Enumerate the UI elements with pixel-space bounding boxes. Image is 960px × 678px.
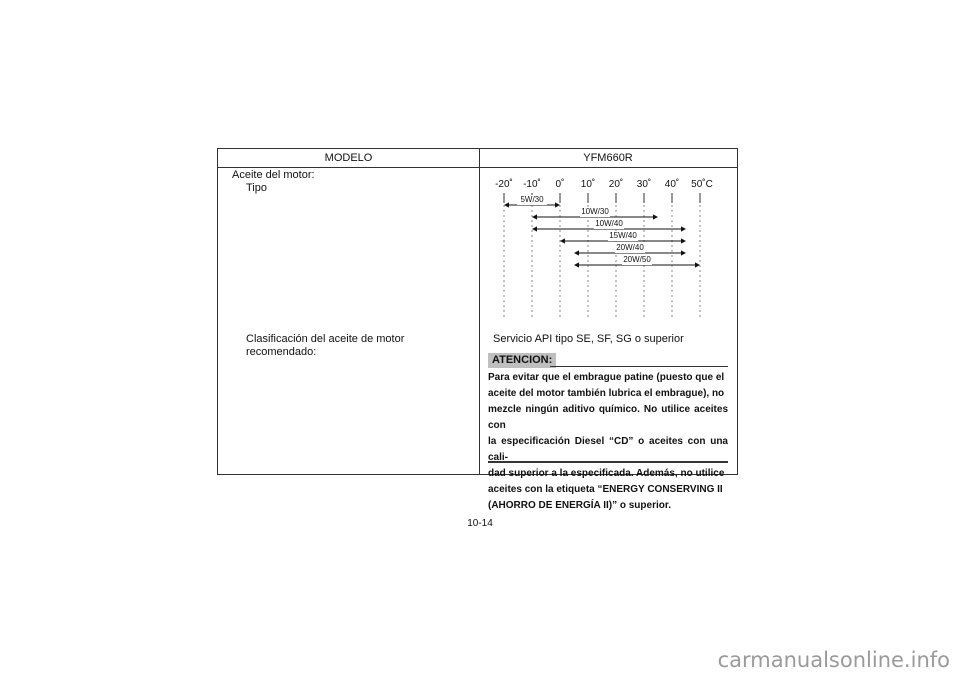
caution-top-rule (550, 366, 728, 367)
tick-label: -20˚ (495, 179, 513, 190)
viscosity-chart (488, 177, 713, 322)
range-arrow-left (560, 238, 565, 243)
oil-class-label-line2: recomendado: (246, 346, 317, 358)
range-arrow-right (555, 202, 560, 207)
range-arrow-right (653, 214, 658, 219)
table-header-row (218, 149, 737, 168)
tick-label: 10˚ (580, 179, 596, 190)
tick-label: 30˚ (636, 179, 652, 190)
range-label: 5W/30 (520, 195, 544, 204)
range-arrow-left (574, 250, 579, 255)
range-label: 20W/50 (623, 255, 651, 264)
caution-badge: ATENCION: (488, 353, 556, 368)
caution-bottom-rule (488, 461, 728, 463)
tick-label: 50˚C (691, 179, 713, 190)
caution-line: Para evitar que el embrague patine (puesto que el (488, 372, 725, 383)
tick-label: 20˚ (608, 179, 624, 190)
caution-line: aceites con la etiqueta “ENERGY CONSERVING II (488, 484, 723, 495)
tick-label: 40˚ (664, 179, 680, 190)
range-arrow-right (681, 238, 686, 243)
range-label: 10W/40 (595, 219, 623, 228)
api-service-text: Servicio API tipo SE, SF, SG o superior (493, 333, 684, 345)
range-label: 10W/30 (581, 207, 609, 216)
caution-line: mezcle ningún aditivo químico. No utilice aceites con (488, 404, 728, 431)
header-model-value: YFM660R (583, 152, 633, 164)
range-label: 20W/40 (616, 243, 644, 252)
page-number: 10-14 (467, 518, 493, 529)
viscosity-chart-svg (488, 177, 713, 322)
caution-line: la especificación Diesel “CD” o aceites con una cali- (488, 436, 728, 463)
range-label: 15W/40 (609, 231, 637, 240)
column-divider (479, 149, 480, 474)
range-arrow-left (504, 202, 509, 207)
oil-class-label-line1: Clasificación del aceite de motor (246, 333, 405, 345)
range-arrow-right (681, 250, 686, 255)
tick-label: 0˚ (555, 179, 565, 190)
caution-line: dad superior a la especificada. Además, no utilice (488, 468, 725, 479)
range-arrow-left (532, 226, 537, 231)
engine-oil-label: Aceite del motor: (232, 169, 315, 181)
range-arrow-right (695, 262, 700, 267)
caution-line: aceite del motor también lubrica el embrague), no (488, 388, 725, 399)
watermark: carmanualsonline.info (717, 648, 950, 672)
tick-label: -10˚ (523, 179, 541, 190)
range-arrow-left (532, 214, 537, 219)
range-arrow-right (681, 226, 686, 231)
oil-type-label: Tipo (246, 182, 267, 194)
caution-text (488, 370, 728, 514)
header-model: MODELO (324, 152, 373, 164)
spec-table (217, 148, 738, 511)
range-arrow-left (574, 262, 579, 267)
caution-line: (AHORRO DE ENERGÍA II)” o superior. (488, 500, 671, 511)
